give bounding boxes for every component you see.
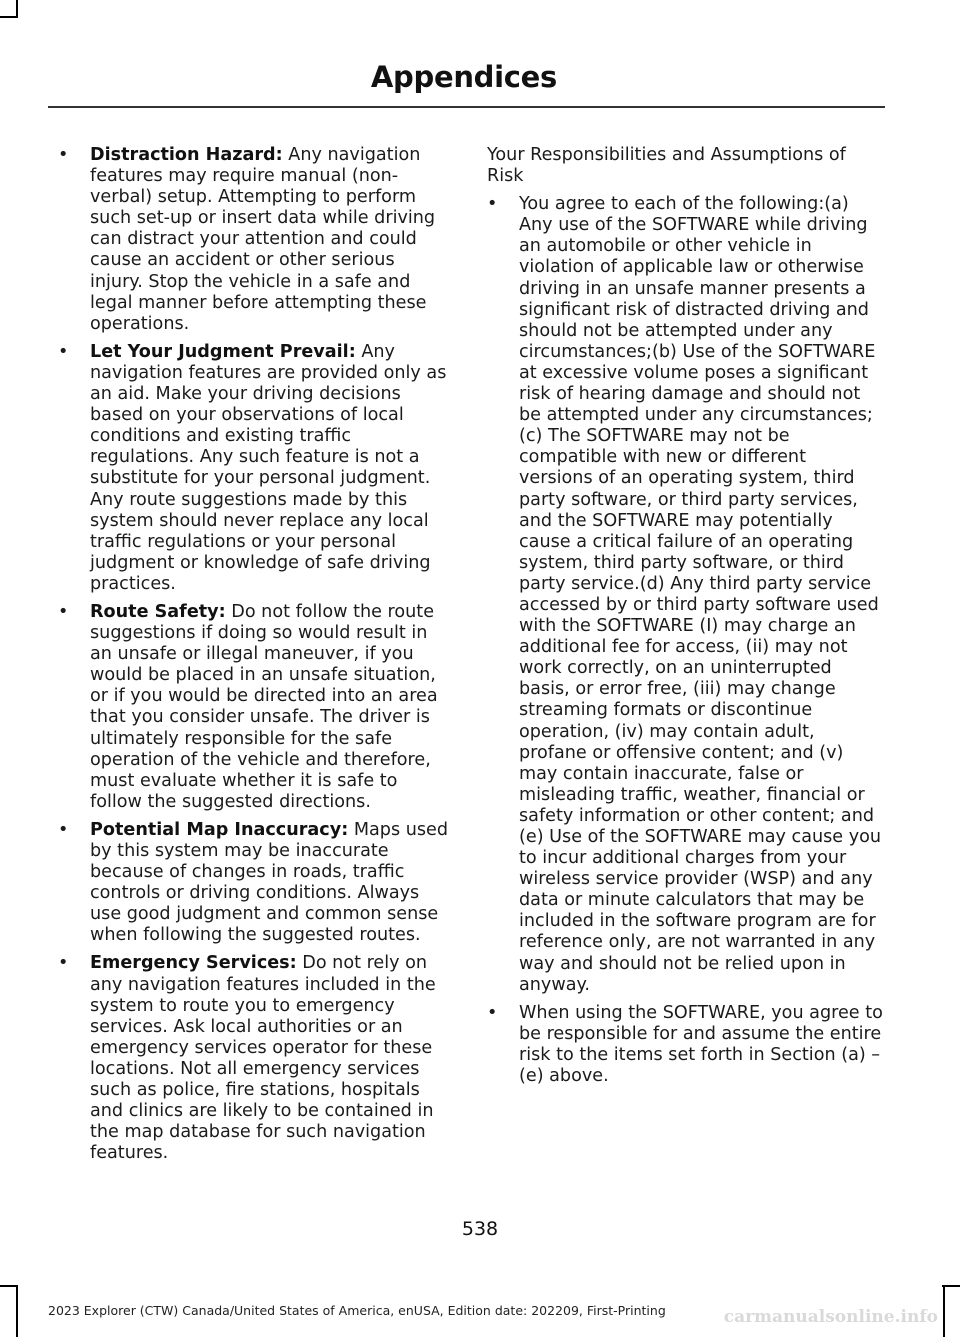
item-term: Potential Map Inaccuracy: <box>90 819 349 840</box>
watermark: carmanualsonline.info <box>723 1307 938 1327</box>
item-text: Do not follow the route suggestions if doing so would result in an unsafe or illegal maneuver, if you would be placed in an unsafe situation, or if you would be directed into an area that you consider unsafe. The driver is ultimately responsible for the safe operation of the vehicle and therefore, must evaluate whether it is safe to follow the suggested directions. <box>90 601 438 812</box>
bullet: • <box>58 819 69 840</box>
crop-mark-bottom-right-h <box>942 1285 960 1287</box>
list-item <box>58 820 450 947</box>
header-rule <box>48 106 885 108</box>
bullet: • <box>58 601 69 622</box>
item-term: Let Your Judgment Prevail: <box>90 341 356 362</box>
list-item <box>58 342 450 595</box>
crop-mark-bottom-left-v <box>16 1285 18 1337</box>
item-text: Any navigation features are provided only as an aid. Make your driving decisions based on your observations of local conditions and existing traffic regulations. Any such feature is not a substitute for your personal judgment. Any route suggestions made by this system should never replace any local traffic regulations or your personal judgment or knowledge of safe driving practices. <box>90 341 447 594</box>
right-column <box>487 145 883 1094</box>
crop-mark-bottom-right-v <box>943 1285 945 1337</box>
list-item <box>487 194 883 996</box>
left-column <box>58 145 450 1171</box>
list-item <box>487 1003 883 1087</box>
item-text: When using the SOFTWARE, you agree to be responsible for and assume the entire risk to the items set forth in Section (a) – (e) above. <box>519 1002 883 1087</box>
footer-text: 2023 Explorer (CTW) Canada/United States of America, enUSA, Edition date: 202209, First-Printing <box>48 1303 666 1318</box>
crop-mark-bottom-left-h <box>0 1285 18 1287</box>
item-text: Maps used by this system may be inaccurate because of changes in roads, traffic controls or driving conditions. Always use good judgment and common sense when following the suggested routes. <box>90 819 449 946</box>
page-title: Appendices <box>370 60 557 94</box>
bullet: • <box>487 194 498 215</box>
item-text: Do not rely on any navigation features included in the system to route you to emergency services. Ask local authorities or an emergency services operator for these locations. Not all emergency services such as police, fire stations, hospitals and clinics are likely to be contained in the map database for such navigation features. <box>90 953 436 1164</box>
bullet: • <box>58 341 69 362</box>
section-heading: Your Responsibilities and Assumptions of Risk <box>487 145 846 187</box>
bullet: • <box>58 953 69 974</box>
list-item <box>58 145 450 335</box>
item-term: Route Safety: <box>90 601 226 622</box>
bullet: • <box>487 1002 498 1023</box>
item-term: Emergency Services: <box>90 953 297 974</box>
item-text: Any navigation features may require manual (non-verbal) setup. Attempting to perform such set-up or insert data while driving can distract your attention and could cause an accident or other serious injury. Stop the vehicle in a safe and legal manner before attempting these operations. <box>90 145 436 334</box>
item-term: Distraction Hazard: <box>90 145 283 165</box>
bullet: • <box>58 145 69 165</box>
list-item <box>58 602 450 813</box>
list-item <box>58 953 450 1164</box>
page-number: 538 <box>461 1218 499 1240</box>
item-text: You agree to each of the following:(a) Any use of the SOFTWARE while driving an automobile or other vehicle in violation of applicable law or otherwise driving in an unsafe manner presents a significant risk of distracted driving and should not be attempted under any circumstances;(b) Use of the SOFTWARE at excessive volume poses a significant risk of hearing damage and should not be attempted under any circumstances;(c) The SOFTWARE may not be compatible with new or different versions of an operating system, third party software, or third party services, and the SOFTWARE may potentially cause a critical failure of an operating system, third party software, or third party service.(d) Any third party service accessed by or third party software used with the SOFTWARE (I) may charge an additional fee for access, (ii) may not work correctly, on an uninterrupted basis, or error free, (iii) may change streaming formats or discontinue operation, (iv) may contain adult, profane or offensive content; and (v) may contain inaccurate, false or misleading traffic, weather, financial or safety information or other content; and (e) Use of the SOFTWARE may cause you to incur additional charges from your wireless service provider (WSP) and any data or minute calculators that may be included in the software program are for reference only, are not warranted in any way and should not be relied upon in anyway. <box>519 194 882 995</box>
crop-mark-top-left-h <box>0 16 18 18</box>
